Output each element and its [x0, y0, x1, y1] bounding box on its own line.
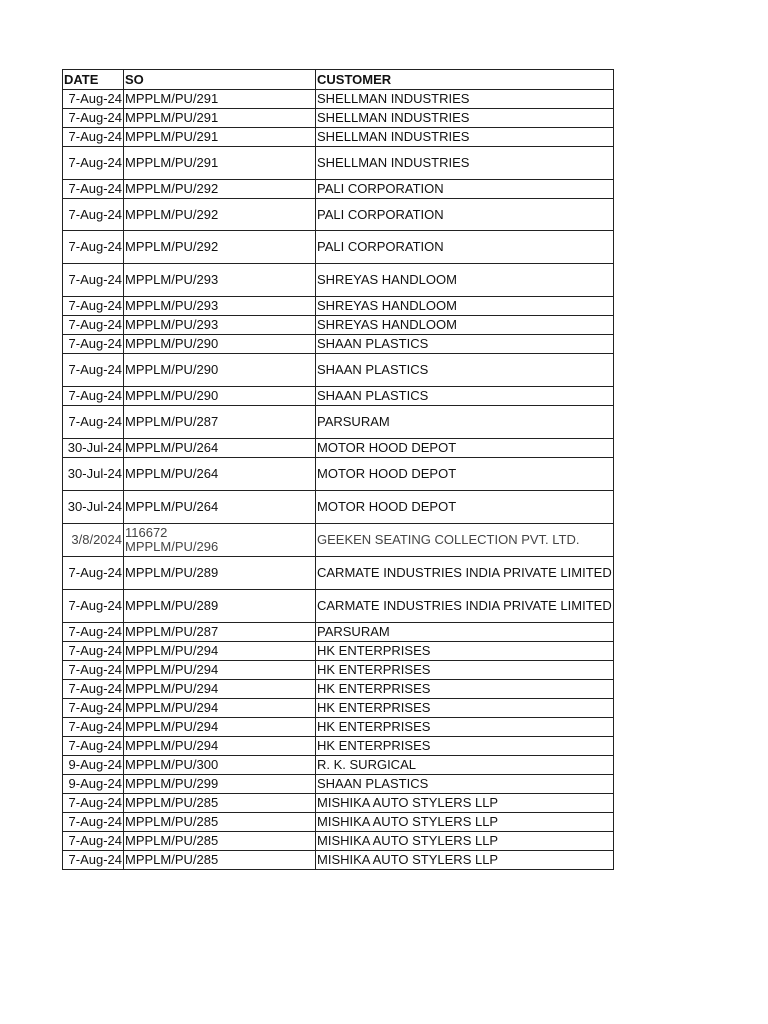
cell-customer: R. K. SURGICAL: [316, 756, 614, 775]
table-row: [63, 718, 614, 737]
cell-customer: SHELLMAN INDUSTRIES: [316, 147, 614, 180]
cell-customer: MISHIKA AUTO STYLERS LLP: [316, 794, 614, 813]
cell-so-number: MPPLM/PU/296: [125, 539, 219, 554]
cell-date: 7-Aug-24: [63, 623, 124, 642]
cell-customer: SHREYAS HANDLOOM: [316, 316, 614, 335]
cell-date: 7-Aug-24: [63, 264, 124, 297]
cell-customer: MOTOR HOOD DEPOT: [316, 458, 614, 491]
cell-so: MPPLM/PU/292: [124, 199, 316, 231]
table-row: [63, 524, 614, 557]
cell-so: MPPLM/PU/290: [124, 387, 316, 406]
cell-so: MPPLM/PU/264: [124, 439, 316, 458]
so-table: [62, 69, 614, 870]
table-header-row: [63, 70, 614, 90]
cell-so: MPPLM/PU/290: [124, 354, 316, 387]
table-row: [63, 642, 614, 661]
table-row: [63, 109, 614, 128]
cell-so: MPPLM/PU/293: [124, 297, 316, 316]
header-date: DATE: [63, 70, 124, 90]
cell-date: 7-Aug-24: [63, 699, 124, 718]
cell-date: 7-Aug-24: [63, 354, 124, 387]
cell-date: 7-Aug-24: [63, 590, 124, 623]
cell-date: 7-Aug-24: [63, 718, 124, 737]
cell-so: MPPLM/PU/292: [124, 231, 316, 264]
cell-so: [124, 524, 316, 557]
cell-date: 7-Aug-24: [63, 199, 124, 231]
cell-customer: HK ENTERPRISES: [316, 699, 614, 718]
table-row: [63, 623, 614, 642]
cell-date: 7-Aug-24: [63, 335, 124, 354]
cell-date: 7-Aug-24: [63, 737, 124, 756]
cell-customer: PALI CORPORATION: [316, 199, 614, 231]
cell-customer: MISHIKA AUTO STYLERS LLP: [316, 851, 614, 870]
cell-date: 7-Aug-24: [63, 642, 124, 661]
table-row: [63, 458, 614, 491]
cell-date: 7-Aug-24: [63, 387, 124, 406]
table-row: [63, 128, 614, 147]
cell-so: MPPLM/PU/264: [124, 458, 316, 491]
cell-customer: MOTOR HOOD DEPOT: [316, 439, 614, 458]
cell-date: 7-Aug-24: [63, 147, 124, 180]
cell-date: 7-Aug-24: [63, 557, 124, 590]
cell-customer: HK ENTERPRISES: [316, 718, 614, 737]
table-row: [63, 813, 614, 832]
cell-date: 7-Aug-24: [63, 231, 124, 264]
cell-customer: HK ENTERPRISES: [316, 680, 614, 699]
cell-date: 7-Aug-24: [63, 661, 124, 680]
cell-so: MPPLM/PU/287: [124, 623, 316, 642]
table-row: [63, 680, 614, 699]
cell-customer: MOTOR HOOD DEPOT: [316, 491, 614, 524]
cell-customer: MISHIKA AUTO STYLERS LLP: [316, 832, 614, 851]
cell-so: MPPLM/PU/291: [124, 90, 316, 109]
table-row: [63, 406, 614, 439]
cell-so: MPPLM/PU/287: [124, 406, 316, 439]
cell-so: MPPLM/PU/294: [124, 737, 316, 756]
table-row: [63, 387, 614, 406]
cell-customer: SHELLMAN INDUSTRIES: [316, 128, 614, 147]
cell-so: MPPLM/PU/291: [124, 128, 316, 147]
cell-so: MPPLM/PU/300: [124, 756, 316, 775]
cell-date: 7-Aug-24: [63, 406, 124, 439]
cell-customer: SHELLMAN INDUSTRIES: [316, 90, 614, 109]
cell-customer: SHAAN PLASTICS: [316, 354, 614, 387]
cell-customer: SHAAN PLASTICS: [316, 387, 614, 406]
cell-date: 7-Aug-24: [63, 180, 124, 199]
cell-date: 30-Jul-24: [63, 439, 124, 458]
cell-date: 7-Aug-24: [63, 832, 124, 851]
table-row: [63, 180, 614, 199]
cell-so: MPPLM/PU/285: [124, 851, 316, 870]
cell-date: 30-Jul-24: [63, 458, 124, 491]
table-row: [63, 147, 614, 180]
table-row: [63, 851, 614, 870]
header-so: SO: [124, 70, 316, 90]
cell-date: 7-Aug-24: [63, 851, 124, 870]
cell-date: 7-Aug-24: [63, 813, 124, 832]
cell-customer: MISHIKA AUTO STYLERS LLP: [316, 813, 614, 832]
table-row: [63, 90, 614, 109]
cell-so: MPPLM/PU/291: [124, 147, 316, 180]
table-row: [63, 335, 614, 354]
cell-customer: PARSURAM: [316, 406, 614, 439]
cell-customer: SHELLMAN INDUSTRIES: [316, 109, 614, 128]
cell-customer: SHAAN PLASTICS: [316, 335, 614, 354]
cell-customer: HK ENTERPRISES: [316, 661, 614, 680]
cell-date: 9-Aug-24: [63, 756, 124, 775]
cell-customer: CARMATE INDUSTRIES INDIA PRIVATE LIMITED: [316, 557, 614, 590]
table-row: [63, 832, 614, 851]
table-row: [63, 491, 614, 524]
cell-date: 9-Aug-24: [63, 775, 124, 794]
cell-customer: PALI CORPORATION: [316, 180, 614, 199]
cell-date: 7-Aug-24: [63, 680, 124, 699]
table-row: [63, 316, 614, 335]
table-row: [63, 557, 614, 590]
cell-so: MPPLM/PU/291: [124, 109, 316, 128]
table-row: [63, 439, 614, 458]
cell-date: 7-Aug-24: [63, 109, 124, 128]
cell-so: MPPLM/PU/293: [124, 316, 316, 335]
cell-date: 3/8/2024: [63, 524, 124, 557]
cell-so: MPPLM/PU/285: [124, 794, 316, 813]
table-row: [63, 756, 614, 775]
table-row: [63, 264, 614, 297]
cell-so: MPPLM/PU/264: [124, 491, 316, 524]
cell-so: MPPLM/PU/289: [124, 557, 316, 590]
table-row: [63, 354, 614, 387]
cell-date: 7-Aug-24: [63, 90, 124, 109]
cell-so: MPPLM/PU/294: [124, 661, 316, 680]
cell-so: MPPLM/PU/285: [124, 832, 316, 851]
cell-so: MPPLM/PU/294: [124, 699, 316, 718]
cell-customer: SHREYAS HANDLOOM: [316, 297, 614, 316]
cell-customer: SHREYAS HANDLOOM: [316, 264, 614, 297]
cell-date: 30-Jul-24: [63, 491, 124, 524]
table-row: [63, 590, 614, 623]
cell-so: MPPLM/PU/292: [124, 180, 316, 199]
table-row: [63, 699, 614, 718]
table-row: [63, 297, 614, 316]
table-row: [63, 199, 614, 231]
cell-customer: CARMATE INDUSTRIES INDIA PRIVATE LIMITED: [316, 590, 614, 623]
cell-so: MPPLM/PU/299: [124, 775, 316, 794]
cell-date: 7-Aug-24: [63, 128, 124, 147]
cell-so-ref: 116672: [125, 525, 168, 540]
cell-date: 7-Aug-24: [63, 794, 124, 813]
cell-so: MPPLM/PU/294: [124, 642, 316, 661]
cell-customer: GEEKEN SEATING COLLECTION PVT. LTD.: [316, 524, 614, 557]
table-row: [63, 661, 614, 680]
table-row: [63, 794, 614, 813]
table-row: [63, 775, 614, 794]
cell-so: MPPLM/PU/293: [124, 264, 316, 297]
cell-so: MPPLM/PU/285: [124, 813, 316, 832]
cell-date: 7-Aug-24: [63, 316, 124, 335]
cell-so: MPPLM/PU/289: [124, 590, 316, 623]
cell-customer: SHAAN PLASTICS: [316, 775, 614, 794]
cell-date: 7-Aug-24: [63, 297, 124, 316]
cell-customer: HK ENTERPRISES: [316, 737, 614, 756]
cell-customer: PALI CORPORATION: [316, 231, 614, 264]
cell-so: MPPLM/PU/294: [124, 718, 316, 737]
table-row: [63, 737, 614, 756]
cell-customer: PARSURAM: [316, 623, 614, 642]
header-customer: CUSTOMER: [316, 70, 614, 90]
cell-customer: HK ENTERPRISES: [316, 642, 614, 661]
table-row: [63, 231, 614, 264]
cell-so: MPPLM/PU/294: [124, 680, 316, 699]
cell-so: MPPLM/PU/290: [124, 335, 316, 354]
